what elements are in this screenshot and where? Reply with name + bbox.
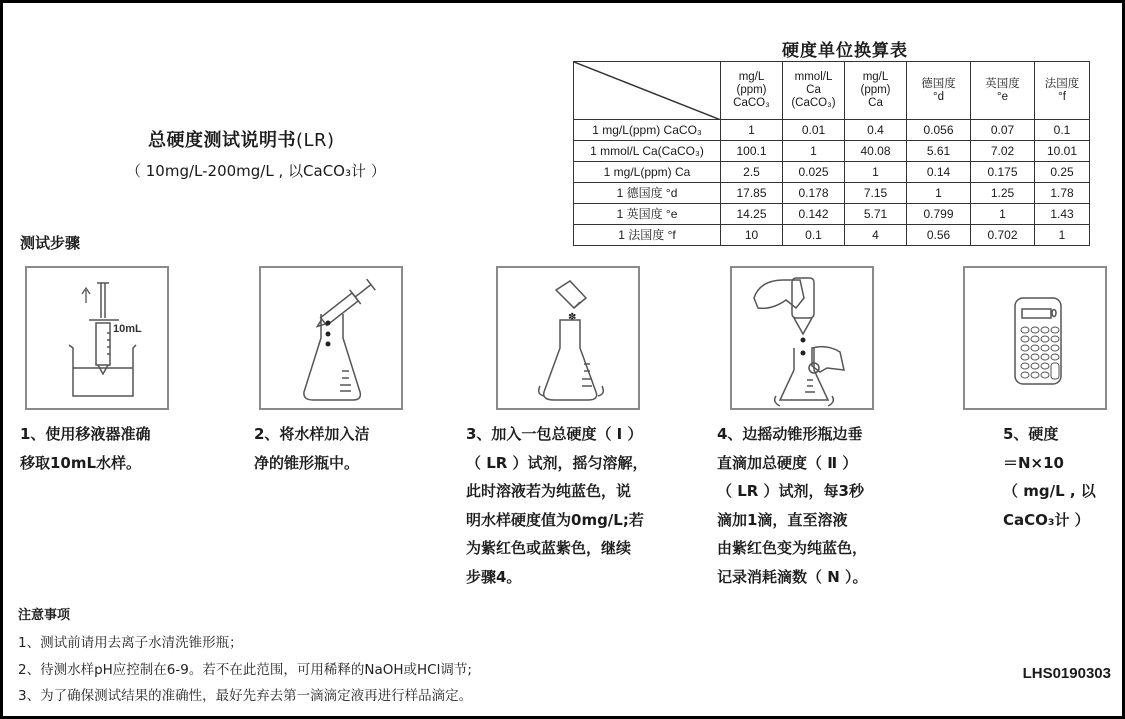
- table-cell: 1.25: [971, 183, 1035, 204]
- table-cell: 14.25: [721, 204, 783, 225]
- table-cell: 0.1: [783, 225, 845, 246]
- row-label: 1 法国度 °f: [574, 225, 721, 246]
- table-cell: 1.43: [1035, 204, 1090, 225]
- diagonal-corner-cell: [574, 62, 721, 120]
- table-cell: 5.71: [845, 204, 907, 225]
- note-item: 2、待测水样pH应控制在6-9。若不在此范围，可用稀释的NaOH或HCl调节;: [18, 662, 472, 678]
- svg-text:✽: ✽: [568, 312, 577, 323]
- table-cell: 0.1: [1035, 120, 1090, 141]
- table-row: [574, 162, 1090, 183]
- table-cell: 7.02: [971, 141, 1035, 162]
- dropper-bottle-flask-icon: [732, 268, 876, 412]
- table-row: [574, 225, 1090, 246]
- table-row: [574, 120, 1090, 141]
- table-cell: 0.142: [783, 204, 845, 225]
- table-row: [574, 141, 1090, 162]
- table-cell: 0.175: [971, 162, 1035, 183]
- step-4-text: 4、边摇动锥形瓶边垂 直滴加总硬度（ Ⅱ ） （ LR ）试剂，每3秒 滴加1滴，直至溶液 由紫红色变为纯蓝色， 记录消耗滴数（ N ）。: [717, 425, 868, 586]
- table-cell: 1: [1035, 225, 1090, 246]
- table-cell: 0.25: [1035, 162, 1090, 183]
- step-1-illustration: [25, 266, 169, 410]
- row-label: 1 英国度 °e: [574, 204, 721, 225]
- table-row: [574, 204, 1090, 225]
- table-header-row: [574, 62, 1090, 120]
- col-header-english-degree: 英国度 °e: [971, 62, 1035, 120]
- note-item: 1、测试前请用去离子水清洗锥形瓶；: [18, 635, 243, 651]
- table-cell: 1: [783, 141, 845, 162]
- col-header-mgl-ca: mg/L (ppm) Ca: [845, 62, 907, 120]
- title-text: 总硬度测试说明书: [148, 130, 296, 151]
- row-label: 1 mg/L(ppm) CaCO₃: [574, 120, 721, 141]
- step-3-illustration: [496, 266, 640, 410]
- table-cell: 40.08: [845, 141, 907, 162]
- table-cell: 1: [907, 183, 971, 204]
- row-label: 1 mmol/L Ca(CaCO₃): [574, 141, 721, 162]
- col-header-french-degree: 法国度 °f: [1035, 62, 1090, 120]
- svg-text:10mL: 10mL: [113, 323, 142, 335]
- row-label: 1 德国度 °d: [574, 183, 721, 204]
- table-cell: 1: [845, 162, 907, 183]
- title-suffix: (LR): [296, 130, 335, 151]
- page-subtitle: （ 10mg/L-200mg/L , 以CaCO₃计 ）: [126, 162, 386, 180]
- table-cell: 1: [971, 204, 1035, 225]
- step-1-text: 1、使用移液器准确 移取10mL水样。: [20, 425, 151, 472]
- table-cell: 0.799: [907, 204, 971, 225]
- table-cell: 1.78: [1035, 183, 1090, 204]
- syringe-flask-icon: [261, 268, 405, 412]
- col-header-mmol-ca: mmol/L Ca (CaCO₃): [783, 62, 845, 120]
- table-cell: 5.61: [907, 141, 971, 162]
- table-cell: 10.01: [1035, 141, 1090, 162]
- table-cell: 0.702: [971, 225, 1035, 246]
- steps-heading: 测试步骤: [20, 234, 81, 252]
- table-cell: 0.14: [907, 162, 971, 183]
- table-cell: 0.4: [845, 120, 907, 141]
- col-header-german-degree: 德国度 °d: [907, 62, 971, 120]
- table-cell: 0.56: [907, 225, 971, 246]
- step-2-illustration: [259, 266, 403, 410]
- table-cell: 0.07: [971, 120, 1035, 141]
- note-item: 3、为了确保测试结果的准确性，最好先弃去第一滴滴定液再进行样品滴定。: [18, 688, 473, 704]
- table-cell: 17.85: [721, 183, 783, 204]
- table-cell: 100.1: [721, 141, 783, 162]
- table-cell: 2.5: [721, 162, 783, 183]
- page-title: [148, 126, 335, 152]
- row-label: 1 mg/L(ppm) Ca: [574, 162, 721, 183]
- syringe-beaker-icon: [27, 268, 171, 412]
- step-2-text: 2、将水样加入洁 净的锥形瓶中。: [254, 425, 370, 472]
- step-3-text: 3、加入一包总硬度（ Ⅰ ） （ LR ）试剂，摇匀溶解， 此时溶液若为纯蓝色，说 明水样硬度值为0mg/L;若 为紫红色或蓝紫色，继续 步骤4。: [466, 425, 648, 586]
- conversion-table-title: 硬度单位换算表: [782, 41, 908, 61]
- table-cell: 7.15: [845, 183, 907, 204]
- table-row: [574, 183, 1090, 204]
- col-header-mgl-caco3: mg/L (ppm) CaCO₃: [721, 62, 783, 120]
- table-cell: 0.01: [783, 120, 845, 141]
- calculator-icon: [965, 268, 1109, 412]
- table-cell: 0.025: [783, 162, 845, 183]
- step-4-illustration: [730, 266, 874, 410]
- table-cell: 4: [845, 225, 907, 246]
- product-code: LHS0190303: [1022, 665, 1111, 682]
- step-5-illustration: [963, 266, 1107, 410]
- hardness-conversion-table: [573, 61, 1090, 246]
- reagent-packet-flask-icon: [498, 268, 642, 412]
- step-5-text: 5、硬度 ＝N×10 （ mg/L , 以 CaCO₃计 ）: [1003, 425, 1096, 529]
- notes-heading: 注意事项: [18, 608, 71, 623]
- table-cell: 0.178: [783, 183, 845, 204]
- table-cell: 0.056: [907, 120, 971, 141]
- table-cell: 1: [721, 120, 783, 141]
- table-cell: 10: [721, 225, 783, 246]
